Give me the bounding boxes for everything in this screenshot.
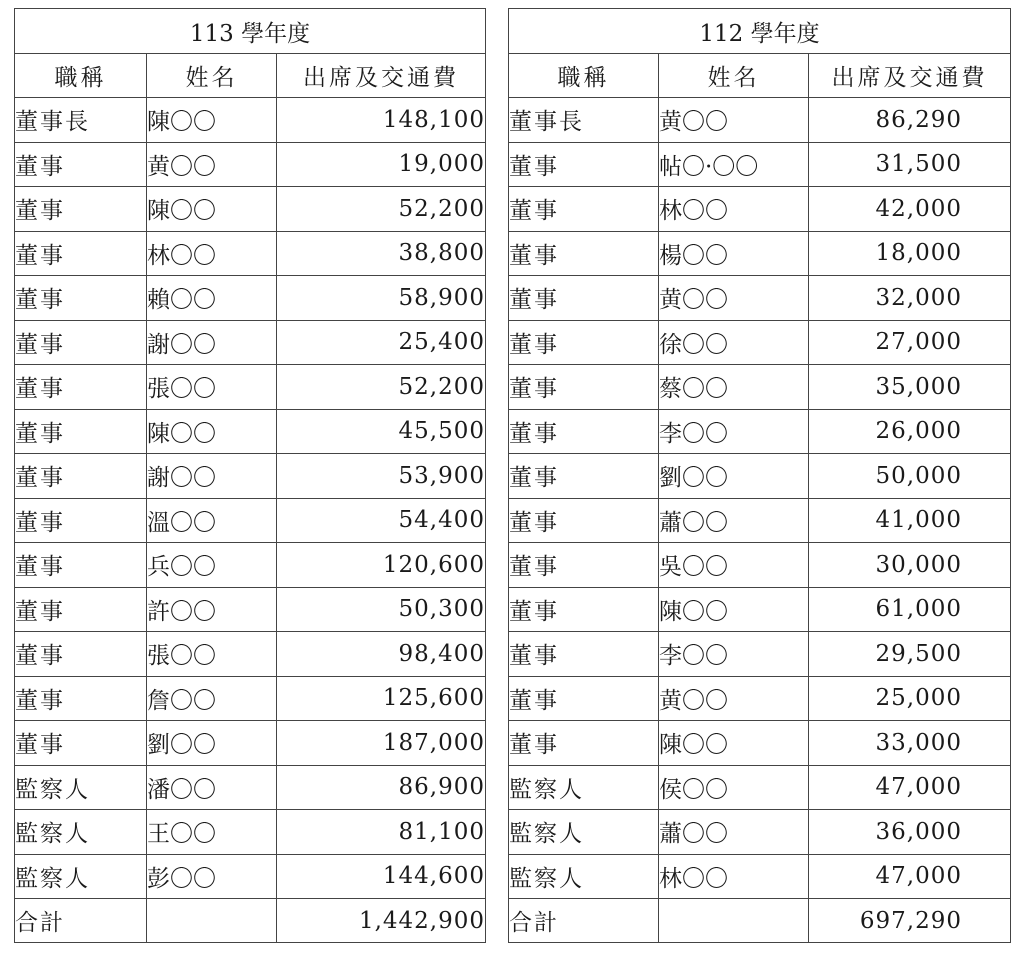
position-cell: 董事 — [15, 320, 147, 365]
fee-table-113 — [14, 8, 486, 943]
amount-cell: 36,000 — [809, 810, 1011, 855]
position-cell: 董事 — [509, 320, 659, 365]
name-cell: 林〇〇 — [659, 854, 809, 899]
position-cell: 監察人 — [15, 854, 147, 899]
position-cell: 董事 — [15, 276, 147, 321]
position-cell: 董事 — [509, 231, 659, 276]
name-cell: 黄〇〇 — [659, 276, 809, 321]
table-row — [15, 231, 486, 276]
position-cell: 董事 — [509, 276, 659, 321]
table-row — [509, 187, 1011, 232]
amount-cell: 144,600 — [277, 854, 486, 899]
name-cell: 陳〇〇 — [147, 187, 277, 232]
amount-cell: 19,000 — [277, 142, 486, 187]
position-cell: 董事 — [509, 632, 659, 677]
amount-cell: 35,000 — [809, 365, 1011, 410]
table-row — [15, 721, 486, 766]
total-name-cell — [147, 899, 277, 943]
amount-cell: 33,000 — [809, 721, 1011, 766]
position-cell: 董事 — [15, 409, 147, 454]
table-row — [509, 632, 1011, 677]
amount-cell: 187,000 — [277, 721, 486, 766]
name-cell: 李〇〇 — [659, 409, 809, 454]
name-cell: 徐〇〇 — [659, 320, 809, 365]
name-cell: 張〇〇 — [147, 365, 277, 410]
name-cell: 陳〇〇 — [659, 587, 809, 632]
table-row — [15, 810, 486, 855]
position-cell: 監察人 — [509, 810, 659, 855]
table-row — [15, 587, 486, 632]
position-cell: 董事 — [15, 587, 147, 632]
amount-cell: 86,900 — [277, 765, 486, 810]
amount-cell: 125,600 — [277, 676, 486, 721]
amount-cell: 148,100 — [277, 98, 486, 143]
total-amount: 1,442,900 — [277, 899, 486, 943]
table-row — [15, 276, 486, 321]
column-header-amount: 出席及交通費 — [277, 54, 486, 98]
table-row — [509, 498, 1011, 543]
table-row — [15, 854, 486, 899]
position-cell: 董事長 — [509, 98, 659, 143]
position-cell: 監察人 — [15, 810, 147, 855]
name-cell: 吳〇〇 — [659, 543, 809, 588]
table-row — [509, 320, 1011, 365]
total-name-cell — [659, 899, 809, 943]
name-cell: 蕭〇〇 — [659, 498, 809, 543]
position-cell: 董事 — [509, 454, 659, 499]
amount-cell: 38,800 — [277, 231, 486, 276]
amount-cell: 47,000 — [809, 765, 1011, 810]
amount-cell: 52,200 — [277, 365, 486, 410]
name-cell: 黄〇〇 — [147, 142, 277, 187]
name-cell: 李〇〇 — [659, 632, 809, 677]
name-cell: 黄〇〇 — [659, 98, 809, 143]
position-cell: 董事 — [509, 543, 659, 588]
column-header-name: 姓名 — [659, 54, 809, 98]
position-cell: 董事 — [15, 142, 147, 187]
table-row — [509, 98, 1011, 143]
amount-cell: 50,000 — [809, 454, 1011, 499]
position-cell: 董事 — [509, 187, 659, 232]
total-label: 合計 — [15, 899, 147, 943]
table-row — [509, 810, 1011, 855]
name-cell: 陳〇〇 — [147, 409, 277, 454]
table-row — [509, 721, 1011, 766]
amount-cell: 54,400 — [277, 498, 486, 543]
position-cell: 董事 — [509, 721, 659, 766]
amount-cell: 25,400 — [277, 320, 486, 365]
position-cell: 董事 — [509, 365, 659, 410]
position-cell: 董事 — [15, 365, 147, 410]
table-row — [15, 676, 486, 721]
table-row — [15, 142, 486, 187]
position-cell: 董事 — [509, 409, 659, 454]
amount-cell: 41,000 — [809, 498, 1011, 543]
table-row — [15, 98, 486, 143]
total-row — [15, 899, 486, 943]
name-cell: 劉〇〇 — [147, 721, 277, 766]
total-row — [509, 899, 1011, 943]
amount-cell: 42,000 — [809, 187, 1011, 232]
amount-cell: 29,500 — [809, 632, 1011, 677]
position-cell: 董事 — [15, 454, 147, 499]
name-cell: 詹〇〇 — [147, 676, 277, 721]
amount-cell: 45,500 — [277, 409, 486, 454]
name-cell: 陳〇〇 — [659, 721, 809, 766]
position-cell: 監察人 — [509, 854, 659, 899]
amount-cell: 27,000 — [809, 320, 1011, 365]
amount-cell: 26,000 — [809, 409, 1011, 454]
position-cell: 董事 — [15, 632, 147, 677]
name-cell: 謝〇〇 — [147, 320, 277, 365]
position-cell: 董事 — [15, 187, 147, 232]
position-cell: 董事 — [15, 498, 147, 543]
fee-table-112 — [508, 8, 1011, 943]
table-row — [15, 409, 486, 454]
name-cell: 王〇〇 — [147, 810, 277, 855]
position-cell: 董事 — [509, 587, 659, 632]
name-cell: 黄〇〇 — [659, 676, 809, 721]
position-cell: 監察人 — [15, 765, 147, 810]
position-cell: 監察人 — [509, 765, 659, 810]
total-label: 合計 — [509, 899, 659, 943]
table-row — [15, 187, 486, 232]
table-row — [509, 409, 1011, 454]
amount-cell: 47,000 — [809, 854, 1011, 899]
name-cell: 兵〇〇 — [147, 543, 277, 588]
position-cell: 董事長 — [15, 98, 147, 143]
position-cell: 董事 — [15, 543, 147, 588]
name-cell: 林〇〇 — [147, 231, 277, 276]
amount-cell: 50,300 — [277, 587, 486, 632]
total-amount: 697,290 — [809, 899, 1011, 943]
column-header-name: 姓名 — [147, 54, 277, 98]
amount-cell: 52,200 — [277, 187, 486, 232]
position-cell: 董事 — [509, 142, 659, 187]
amount-cell: 25,000 — [809, 676, 1011, 721]
table-row — [509, 231, 1011, 276]
amount-cell: 18,000 — [809, 231, 1011, 276]
name-cell: 楊〇〇 — [659, 231, 809, 276]
table-row — [15, 365, 486, 410]
name-cell: 蕭〇〇 — [659, 810, 809, 855]
table-row — [509, 587, 1011, 632]
name-cell: 帖〇·〇〇 — [659, 142, 809, 187]
table-title: 112 學年度 — [509, 9, 1011, 54]
table-body — [509, 98, 1011, 943]
name-cell: 彭〇〇 — [147, 854, 277, 899]
table-row — [15, 765, 486, 810]
table-row — [509, 276, 1011, 321]
table-row — [509, 543, 1011, 588]
amount-cell: 98,400 — [277, 632, 486, 677]
name-cell: 蔡〇〇 — [659, 365, 809, 410]
name-cell: 賴〇〇 — [147, 276, 277, 321]
table-row — [15, 454, 486, 499]
table-row — [509, 676, 1011, 721]
name-cell: 溫〇〇 — [147, 498, 277, 543]
amount-cell: 31,500 — [809, 142, 1011, 187]
amount-cell: 81,100 — [277, 810, 486, 855]
table-row — [15, 498, 486, 543]
column-header-position: 職稱 — [509, 54, 659, 98]
amount-cell: 53,900 — [277, 454, 486, 499]
position-cell: 董事 — [15, 231, 147, 276]
name-cell: 張〇〇 — [147, 632, 277, 677]
table-row — [15, 543, 486, 588]
table-body — [15, 98, 486, 943]
name-cell: 陳〇〇 — [147, 98, 277, 143]
column-header-position: 職稱 — [15, 54, 147, 98]
position-cell: 董事 — [15, 721, 147, 766]
amount-cell: 30,000 — [809, 543, 1011, 588]
amount-cell: 86,290 — [809, 98, 1011, 143]
name-cell: 林〇〇 — [659, 187, 809, 232]
name-cell: 劉〇〇 — [659, 454, 809, 499]
table-row — [509, 142, 1011, 187]
table-title: 113 學年度 — [15, 9, 486, 54]
name-cell: 潘〇〇 — [147, 765, 277, 810]
position-cell: 董事 — [509, 676, 659, 721]
table-row — [509, 454, 1011, 499]
name-cell: 許〇〇 — [147, 587, 277, 632]
position-cell: 董事 — [15, 676, 147, 721]
table-row — [509, 854, 1011, 899]
name-cell: 侯〇〇 — [659, 765, 809, 810]
table-row — [15, 320, 486, 365]
table-row — [509, 765, 1011, 810]
position-cell: 董事 — [509, 498, 659, 543]
column-header-amount: 出席及交通費 — [809, 54, 1011, 98]
name-cell: 謝〇〇 — [147, 454, 277, 499]
table-row — [15, 632, 486, 677]
amount-cell: 58,900 — [277, 276, 486, 321]
amount-cell: 61,000 — [809, 587, 1011, 632]
table-row — [509, 365, 1011, 410]
amount-cell: 120,600 — [277, 543, 486, 588]
amount-cell: 32,000 — [809, 276, 1011, 321]
